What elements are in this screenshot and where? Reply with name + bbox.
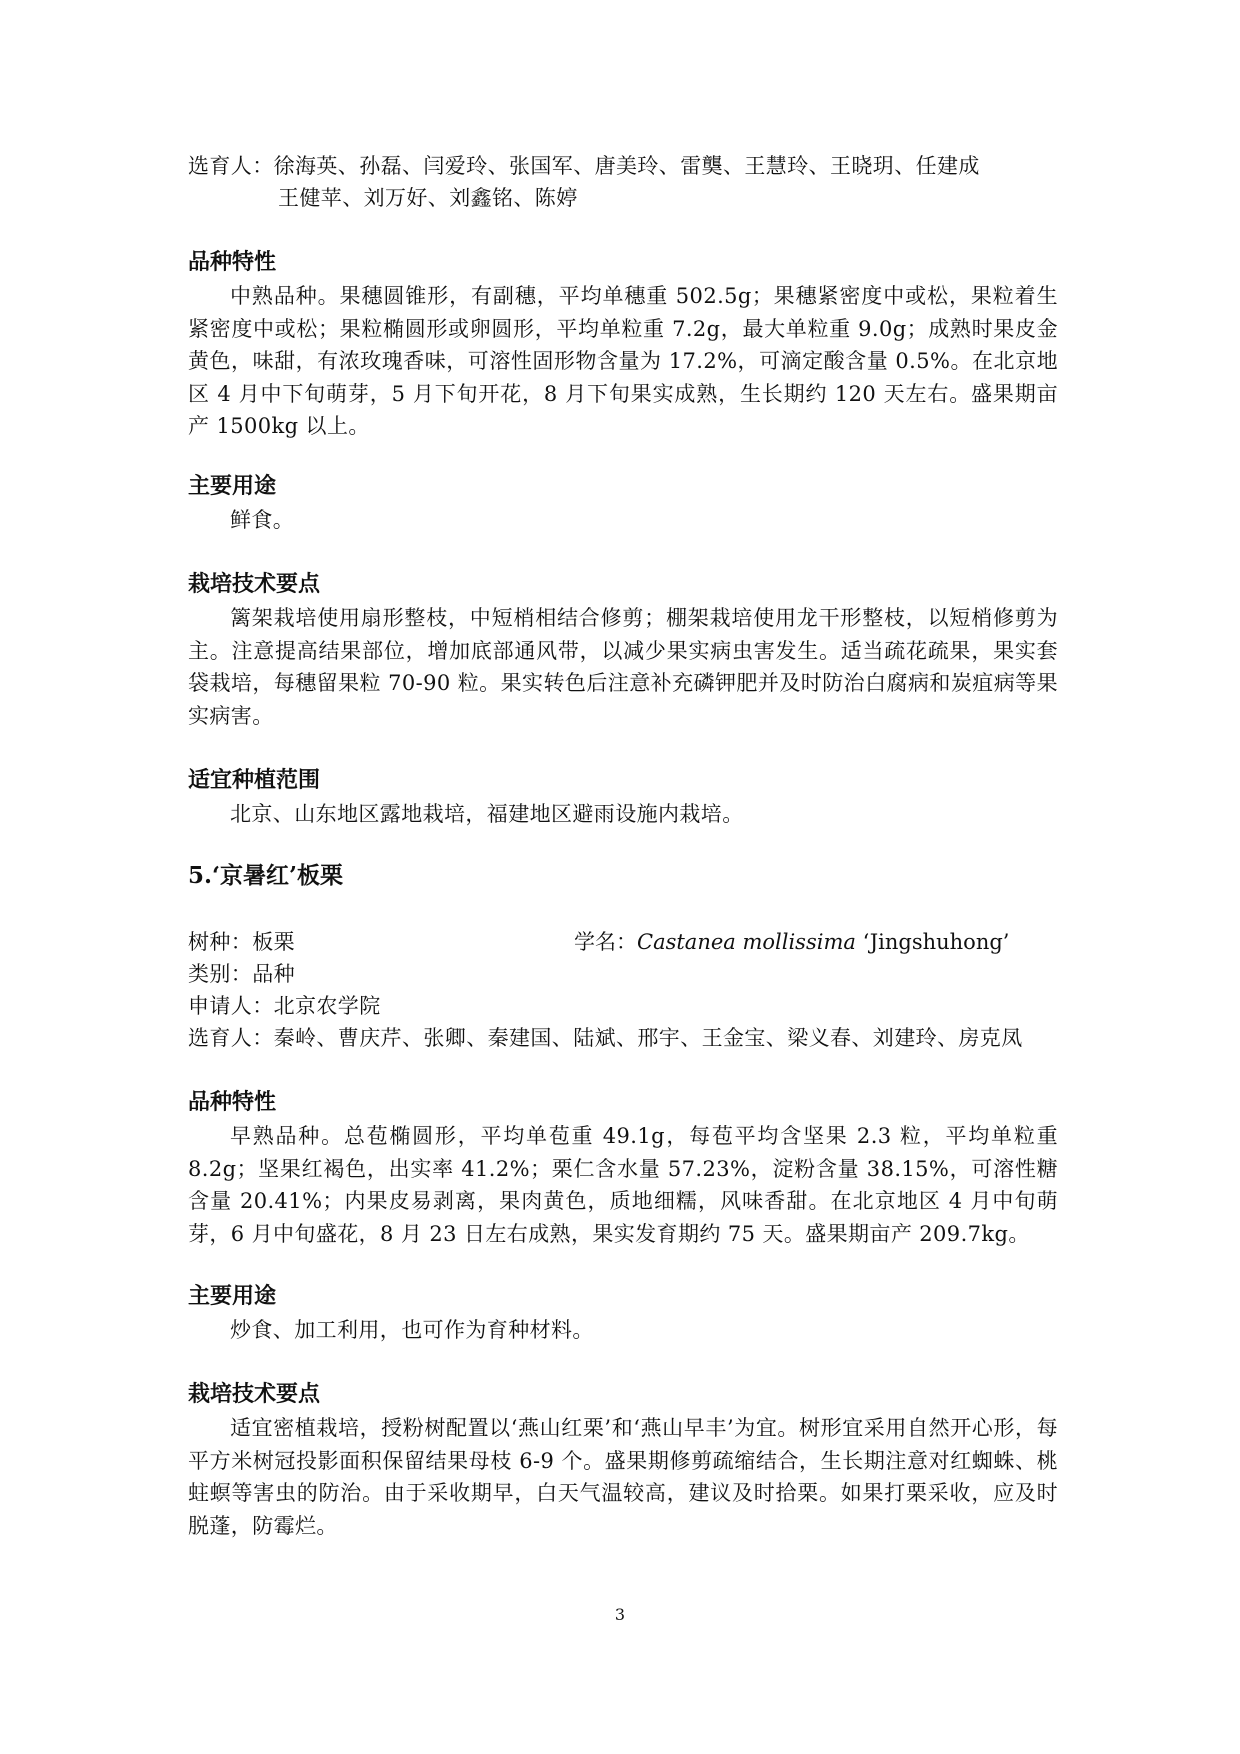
applicant: 申请人：北京农学院: [188, 994, 381, 1018]
scientific-name-label: 学名：: [574, 930, 637, 954]
traits-paragraph-b: 早熟品种。总苞椭圆形，平均单苞重 49.1g，每苞平均含坚果 2.3 粒，平均单粒重 8.2g；坚果红褐色，出实率 41.2%；栗仁含水量 57.23%，淀粉含量 38.15%，可溶性糖含量 20.41%；内果皮易剥离，果肉黄色，质地细糯，风味香甜。在北京地区 4 月中旬萌芽，6 月中旬盛花，8 月 23 日左右成熟，果实发育期约 75 天。盛果期亩产 209.7kg。: [188, 1124, 1058, 1246]
planting-range-paragraph: 北京、山东地区露地栽培，福建地区避雨设施内栽培。: [230, 802, 744, 826]
breeders-names: 徐海英、孙磊、闫爱玲、张国军、唐美玲、雷龑、王慧玲、王晓玥、任建成: [273, 154, 980, 178]
traits-heading-b: 品种特性: [188, 1090, 277, 1115]
use-paragraph: 鲜食。: [230, 508, 295, 532]
scientific-name: [574, 926, 1009, 958]
traits-paragraph: 中熟品种。果穗圆锥形，有副穗，平均单穗重 502.5g；果穗紧密度中或松，果粒着生紧密度中或松；果粒椭圆形或卵圆形，平均单粒重 7.2g，最大单粒重 9.0g；成熟时果皮金黄色，味甜，有浓玫瑰香味，可溶性固形物含量为 17.2%，可滴定酸含量 0.5%。在北京地区 4 月中下旬萌芽，5 月下旬开花，8 月下旬果实成熟，生长期约 120 天左右。盛果期亩产 1500kg 以上。: [188, 284, 1058, 438]
use-heading: 主要用途: [188, 474, 277, 499]
cultivation-heading: 栽培技术要点: [188, 572, 321, 597]
breeders-line-2: 王健苹、刘万好、刘鑫铭、陈婷: [278, 186, 578, 210]
breeders-line-1: [188, 150, 980, 182]
breeders-label: 选育人：: [188, 154, 274, 178]
cultivation-paragraph-b: 适宜密植栽培，授粉树配置以‘燕山红栗’和‘燕山早丰’为宜。树形宜采用自然开心形，每平方米树冠投影面积保留结果母枝 6-9 个。盛果期修剪疏缩结合，生长期注意对红蜘蛛、桃蛀螟等害虫的防治。由于采收期早，白天气温较高，建议及时拾栗。如果打栗采收，应及时脱蓬，防霉烂。: [188, 1416, 1058, 1538]
category: 类别：品种: [188, 962, 295, 986]
cultivation-paragraph: 篱架栽培使用扇形整枝，中短梢相结合修剪；棚架栽培使用龙干形整枝，以短梢修剪为主。注意提高结果部位，增加底部通风带，以减少果实病虫害发生。适当疏花疏果，果实套袋栽培，每穗留果粒 70-90 粒。果实转色后注意补充磷钾肥并及时防治白腐病和炭疽病等果实病害。: [188, 606, 1058, 728]
page-number: 3: [614, 1605, 626, 1624]
tree-species: 树种：板栗: [188, 930, 295, 954]
cultivation-heading-b: 栽培技术要点: [188, 1382, 321, 1407]
scientific-name-cultivar: ‘Jingshuhong’: [855, 930, 1010, 954]
variety-title: 5.‘京暑红’板栗: [188, 862, 344, 889]
planting-range-heading: 适宜种植范围: [188, 768, 321, 793]
scientific-name-latin: Castanea mollissima: [637, 930, 856, 954]
use-paragraph-b: 炒食、加工利用，也可作为育种材料。: [230, 1318, 594, 1342]
traits-heading: 品种特性: [188, 250, 277, 275]
use-heading-b: 主要用途: [188, 1284, 277, 1309]
breeders: 选育人：秦岭、曹庆芹、张卿、秦建国、陆斌、邢宇、王金宝、梁义春、刘建玲、房克凤: [188, 1026, 1023, 1050]
